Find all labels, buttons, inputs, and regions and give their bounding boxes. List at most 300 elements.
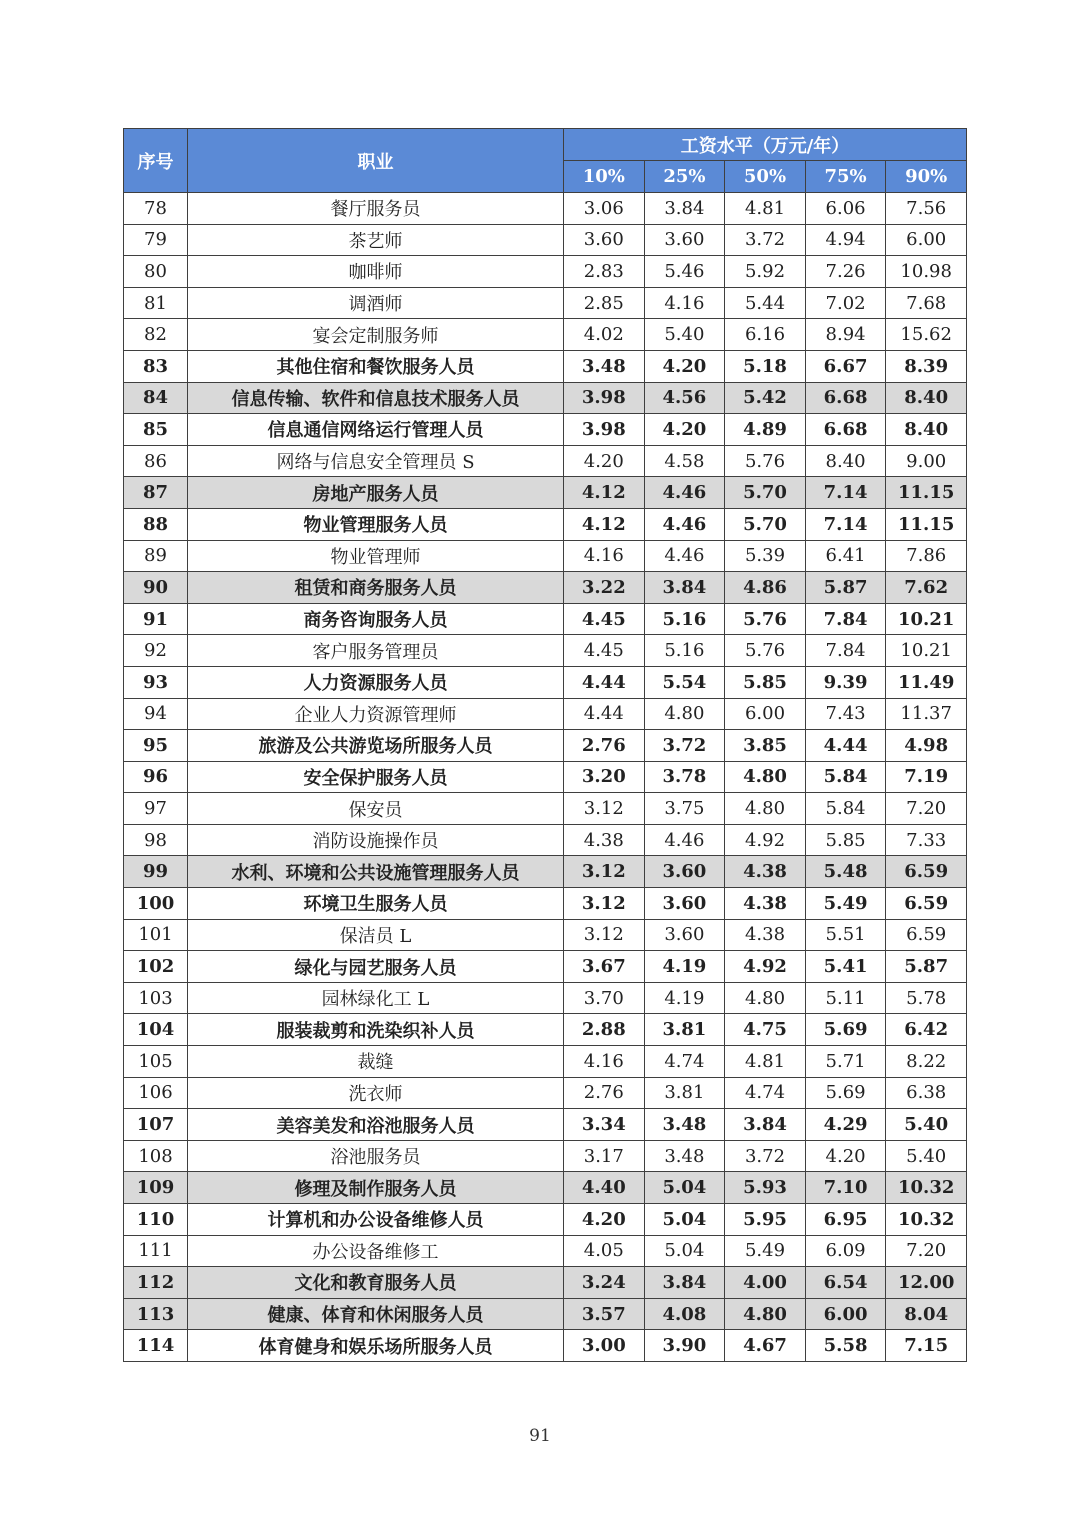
row-wage-p50: 4.81 [725,193,806,225]
row-serial-no: 88 [124,508,188,540]
header-serial-no: 序号 [124,129,188,193]
row-wage-p90: 8.39 [886,350,967,382]
row-wage-p75: 6.54 [805,1267,886,1299]
row-wage-p25: 5.04 [644,1172,725,1204]
row-wage-p50: 4.80 [725,1298,806,1330]
row-wage-p90: 12.00 [886,1267,967,1299]
row-wage-p25: 4.19 [644,982,725,1014]
row-wage-p90: 10.21 [886,603,967,635]
row-wage-p75: 5.87 [805,572,886,604]
table-row [124,761,967,793]
row-serial-no: 83 [124,350,188,382]
row-wage-p10: 4.45 [564,603,645,635]
row-wage-p10: 4.12 [564,477,645,509]
row-wage-p90: 7.15 [886,1330,967,1362]
row-serial-no: 79 [124,224,188,256]
row-wage-p25: 4.19 [644,951,725,983]
table-row [124,414,967,446]
row-serial-no: 103 [124,982,188,1014]
row-wage-p90: 10.21 [886,635,967,667]
table-row [124,287,967,319]
row-serial-no: 87 [124,477,188,509]
row-wage-p25: 3.72 [644,730,725,762]
row-serial-no: 99 [124,856,188,888]
row-serial-no: 78 [124,193,188,225]
row-wage-p10: 2.76 [564,730,645,762]
row-wage-p10: 2.85 [564,287,645,319]
row-wage-p10: 3.12 [564,793,645,825]
row-wage-p90: 6.59 [886,888,967,920]
row-wage-p90: 8.22 [886,1046,967,1078]
row-wage-p90: 8.40 [886,414,967,446]
row-wage-p75: 4.94 [805,224,886,256]
row-wage-p90: 6.59 [886,856,967,888]
row-occupation: 人力资源服务人员 [188,666,564,698]
row-serial-no: 100 [124,888,188,920]
row-wage-p90: 9.00 [886,445,967,477]
row-serial-no: 108 [124,1140,188,1172]
page-number: 91 [529,1426,551,1446]
header-p25: 25% [644,161,725,193]
row-wage-p10: 2.83 [564,256,645,288]
row-wage-p90: 5.40 [886,1109,967,1141]
row-wage-p90: 10.32 [886,1204,967,1236]
row-wage-p25: 4.80 [644,698,725,730]
row-wage-p50: 3.72 [725,1140,806,1172]
row-wage-p75: 6.95 [805,1204,886,1236]
row-wage-p10: 3.22 [564,572,645,604]
row-wage-p50: 4.89 [725,414,806,446]
row-wage-p50: 4.38 [725,919,806,951]
row-serial-no: 85 [124,414,188,446]
row-serial-no: 81 [124,287,188,319]
row-wage-p50: 4.67 [725,1330,806,1362]
row-wage-p25: 3.81 [644,1077,725,1109]
row-wage-p75: 7.84 [805,635,886,667]
row-wage-p25: 4.16 [644,287,725,319]
row-serial-no: 89 [124,540,188,572]
row-serial-no: 114 [124,1330,188,1362]
row-wage-p25: 5.54 [644,666,725,698]
row-wage-p75: 7.14 [805,508,886,540]
row-serial-no: 107 [124,1109,188,1141]
row-serial-no: 101 [124,919,188,951]
row-occupation: 美容美发和浴池服务人员 [188,1109,564,1141]
row-occupation: 裁缝 [188,1046,564,1078]
row-wage-p50: 5.70 [725,508,806,540]
row-wage-p10: 3.00 [564,1330,645,1362]
row-wage-p75: 5.41 [805,951,886,983]
row-wage-p75: 7.26 [805,256,886,288]
row-wage-p90: 7.20 [886,1235,967,1267]
row-wage-p90: 7.20 [886,793,967,825]
row-serial-no: 82 [124,319,188,351]
row-occupation: 调酒师 [188,287,564,319]
row-wage-p75: 5.69 [805,1077,886,1109]
row-wage-p90: 10.98 [886,256,967,288]
row-wage-p25: 5.40 [644,319,725,351]
row-wage-p50: 5.85 [725,666,806,698]
row-wage-p90: 7.68 [886,287,967,319]
row-wage-p25: 3.48 [644,1140,725,1172]
row-wage-p25: 3.84 [644,572,725,604]
row-occupation: 文化和教育服务人员 [188,1267,564,1299]
row-wage-p10: 4.20 [564,1204,645,1236]
table-row [124,319,967,351]
table-row [124,1140,967,1172]
row-wage-p90: 5.40 [886,1140,967,1172]
row-wage-p10: 4.44 [564,666,645,698]
row-wage-p50: 5.76 [725,445,806,477]
row-occupation: 园林绿化工 L [188,982,564,1014]
row-wage-p90: 5.87 [886,951,967,983]
row-occupation: 水利、环境和公共设施管理服务人员 [188,856,564,888]
row-wage-p50: 5.76 [725,635,806,667]
table-body [124,193,967,1362]
row-serial-no: 86 [124,445,188,477]
row-wage-p90: 7.56 [886,193,967,225]
table-row [124,666,967,698]
row-wage-p10: 2.76 [564,1077,645,1109]
row-wage-p25: 4.56 [644,382,725,414]
row-wage-p75: 5.69 [805,1014,886,1046]
table-row [124,350,967,382]
row-occupation: 客户服务管理员 [188,635,564,667]
row-wage-p10: 3.12 [564,888,645,920]
row-wage-p25: 4.58 [644,445,725,477]
row-wage-p10: 4.16 [564,540,645,572]
row-wage-p90: 4.98 [886,730,967,762]
row-wage-p50: 4.38 [725,856,806,888]
row-wage-p90: 7.19 [886,761,967,793]
header-wage-level: 工资水平（万元/年） [564,129,967,161]
row-wage-p90: 6.38 [886,1077,967,1109]
row-wage-p10: 3.57 [564,1298,645,1330]
row-wage-p75: 5.58 [805,1330,886,1362]
row-occupation: 健康、体育和休闲服务人员 [188,1298,564,1330]
table-row [124,856,967,888]
row-occupation: 办公设备维修工 [188,1235,564,1267]
row-wage-p50: 4.80 [725,761,806,793]
row-wage-p25: 3.78 [644,761,725,793]
row-wage-p90: 5.78 [886,982,967,1014]
row-wage-p75: 7.14 [805,477,886,509]
header-occupation: 职业 [188,129,564,193]
row-serial-no: 80 [124,256,188,288]
row-wage-p90: 8.40 [886,382,967,414]
header-p90: 90% [886,161,967,193]
row-wage-p75: 6.06 [805,193,886,225]
row-wage-p75: 9.39 [805,666,886,698]
row-wage-p25: 4.20 [644,350,725,382]
row-serial-no: 97 [124,793,188,825]
row-wage-p25: 4.46 [644,477,725,509]
row-wage-p50: 4.75 [725,1014,806,1046]
row-wage-p50: 4.86 [725,572,806,604]
row-wage-p50: 4.81 [725,1046,806,1078]
row-wage-p90: 7.62 [886,572,967,604]
row-serial-no: 90 [124,572,188,604]
header-p75: 75% [805,161,886,193]
row-wage-p75: 5.85 [805,824,886,856]
row-serial-no: 106 [124,1077,188,1109]
row-wage-p10: 4.20 [564,445,645,477]
row-wage-p25: 3.75 [644,793,725,825]
row-wage-p75: 4.20 [805,1140,886,1172]
table-row [124,256,967,288]
table-row [124,1298,967,1330]
row-wage-p50: 4.92 [725,951,806,983]
row-wage-p25: 5.46 [644,256,725,288]
row-occupation: 商务咨询服务人员 [188,603,564,635]
row-wage-p50: 3.85 [725,730,806,762]
row-wage-p25: 4.46 [644,540,725,572]
row-serial-no: 111 [124,1235,188,1267]
row-wage-p90: 11.15 [886,477,967,509]
row-wage-p10: 3.70 [564,982,645,1014]
row-wage-p90: 6.00 [886,224,967,256]
table-row [124,888,967,920]
row-occupation: 服装裁剪和洗染织补人员 [188,1014,564,1046]
row-occupation: 旅游及公共游览场所服务人员 [188,730,564,762]
row-occupation: 咖啡师 [188,256,564,288]
row-wage-p25: 4.74 [644,1046,725,1078]
table-row [124,572,967,604]
row-wage-p75: 8.94 [805,319,886,351]
row-wage-p50: 5.18 [725,350,806,382]
table-row [124,793,967,825]
row-wage-p10: 4.44 [564,698,645,730]
row-wage-p50: 5.70 [725,477,806,509]
row-wage-p50: 5.76 [725,603,806,635]
row-serial-no: 112 [124,1267,188,1299]
row-serial-no: 98 [124,824,188,856]
row-wage-p25: 3.60 [644,919,725,951]
row-wage-p75: 5.71 [805,1046,886,1078]
row-occupation: 餐厅服务员 [188,193,564,225]
row-wage-p50: 5.42 [725,382,806,414]
row-wage-p50: 5.92 [725,256,806,288]
table-row [124,1235,967,1267]
table-row [124,193,967,225]
table-row [124,1077,967,1109]
row-wage-p10: 4.02 [564,319,645,351]
row-wage-p50: 4.80 [725,793,806,825]
table-row [124,824,967,856]
table-row [124,224,967,256]
row-wage-p75: 6.67 [805,350,886,382]
row-wage-p50: 5.49 [725,1235,806,1267]
header-p50: 50% [725,161,806,193]
row-wage-p25: 5.16 [644,635,725,667]
row-wage-p90: 7.33 [886,824,967,856]
row-serial-no: 84 [124,382,188,414]
row-occupation: 绿化与园艺服务人员 [188,951,564,983]
row-serial-no: 109 [124,1172,188,1204]
row-occupation: 信息传输、软件和信息技术服务人员 [188,382,564,414]
table-row [124,635,967,667]
table-row [124,603,967,635]
row-serial-no: 94 [124,698,188,730]
row-occupation: 体育健身和娱乐场所服务人员 [188,1330,564,1362]
row-wage-p90: 6.42 [886,1014,967,1046]
row-wage-p50: 4.74 [725,1077,806,1109]
row-wage-p75: 6.00 [805,1298,886,1330]
table-row [124,1172,967,1204]
row-wage-p50: 4.00 [725,1267,806,1299]
row-wage-p10: 4.45 [564,635,645,667]
row-wage-p10: 3.98 [564,382,645,414]
row-wage-p10: 3.34 [564,1109,645,1141]
row-occupation: 企业人力资源管理师 [188,698,564,730]
table-row [124,1109,967,1141]
wage-table [123,128,967,1362]
table-row [124,445,967,477]
row-wage-p75: 5.51 [805,919,886,951]
row-wage-p75: 7.84 [805,603,886,635]
row-wage-p25: 4.46 [644,508,725,540]
row-wage-p75: 6.09 [805,1235,886,1267]
row-wage-p50: 4.38 [725,888,806,920]
row-occupation: 物业管理服务人员 [188,508,564,540]
row-serial-no: 110 [124,1204,188,1236]
row-serial-no: 93 [124,666,188,698]
row-serial-no: 104 [124,1014,188,1046]
row-wage-p50: 5.93 [725,1172,806,1204]
row-wage-p10: 3.12 [564,919,645,951]
table-row [124,1014,967,1046]
row-wage-p10: 2.88 [564,1014,645,1046]
row-wage-p25: 5.16 [644,603,725,635]
table-row [124,951,967,983]
row-wage-p90: 11.49 [886,666,967,698]
row-wage-p50: 5.44 [725,287,806,319]
row-occupation: 其他住宿和餐饮服务人员 [188,350,564,382]
row-wage-p25: 3.48 [644,1109,725,1141]
row-occupation: 宴会定制服务师 [188,319,564,351]
row-wage-p75: 7.02 [805,287,886,319]
row-wage-p25: 3.81 [644,1014,725,1046]
row-wage-p75: 6.68 [805,414,886,446]
row-serial-no: 113 [124,1298,188,1330]
row-wage-p25: 3.60 [644,856,725,888]
row-wage-p75: 7.43 [805,698,886,730]
row-wage-p10: 4.38 [564,824,645,856]
table-row [124,1204,967,1236]
table-row [124,730,967,762]
row-wage-p25: 3.60 [644,224,725,256]
row-wage-p10: 4.40 [564,1172,645,1204]
row-wage-p10: 4.05 [564,1235,645,1267]
row-occupation: 物业管理师 [188,540,564,572]
row-wage-p75: 6.41 [805,540,886,572]
table-row [124,1046,967,1078]
row-serial-no: 102 [124,951,188,983]
row-wage-p90: 10.32 [886,1172,967,1204]
row-wage-p25: 5.04 [644,1235,725,1267]
row-wage-p25: 4.46 [644,824,725,856]
row-wage-p75: 4.29 [805,1109,886,1141]
row-wage-p10: 3.67 [564,951,645,983]
row-wage-p50: 4.92 [725,824,806,856]
row-occupation: 信息通信网络运行管理人员 [188,414,564,446]
row-wage-p10: 4.16 [564,1046,645,1078]
row-wage-p10: 3.60 [564,224,645,256]
row-occupation: 网络与信息安全管理员 S [188,445,564,477]
row-wage-p75: 5.84 [805,761,886,793]
row-wage-p10: 3.98 [564,414,645,446]
row-wage-p25: 3.84 [644,193,725,225]
row-wage-p10: 3.12 [564,856,645,888]
row-occupation: 茶艺师 [188,224,564,256]
row-serial-no: 96 [124,761,188,793]
row-wage-p50: 4.80 [725,982,806,1014]
row-wage-p25: 5.04 [644,1204,725,1236]
row-wage-p25: 3.84 [644,1267,725,1299]
row-wage-p25: 4.08 [644,1298,725,1330]
row-occupation: 安全保护服务人员 [188,761,564,793]
row-wage-p75: 5.11 [805,982,886,1014]
row-wage-p90: 8.04 [886,1298,967,1330]
table-row [124,1267,967,1299]
table-row [124,919,967,951]
table-row [124,982,967,1014]
row-wage-p50: 5.39 [725,540,806,572]
table-row [124,698,967,730]
row-occupation: 修理及制作服务人员 [188,1172,564,1204]
row-wage-p75: 7.10 [805,1172,886,1204]
row-wage-p10: 3.48 [564,350,645,382]
row-occupation: 环境卫生服务人员 [188,888,564,920]
table-row [124,508,967,540]
row-occupation: 消防设施操作员 [188,824,564,856]
row-wage-p90: 15.62 [886,319,967,351]
row-serial-no: 105 [124,1046,188,1078]
row-wage-p25: 3.60 [644,888,725,920]
row-occupation: 保安员 [188,793,564,825]
row-wage-p50: 6.00 [725,698,806,730]
row-wage-p75: 6.68 [805,382,886,414]
row-wage-p10: 3.06 [564,193,645,225]
row-wage-p50: 5.95 [725,1204,806,1236]
row-occupation: 租赁和商务服务人员 [188,572,564,604]
row-wage-p75: 4.44 [805,730,886,762]
row-serial-no: 95 [124,730,188,762]
table-row [124,1330,967,1362]
row-occupation: 计算机和办公设备维修人员 [188,1204,564,1236]
row-serial-no: 92 [124,635,188,667]
row-wage-p90: 6.59 [886,919,967,951]
row-wage-p50: 3.72 [725,224,806,256]
row-wage-p25: 4.20 [644,414,725,446]
row-occupation: 洗衣师 [188,1077,564,1109]
table-row [124,477,967,509]
row-wage-p10: 3.20 [564,761,645,793]
table-row [124,540,967,572]
row-occupation: 保洁员 L [188,919,564,951]
row-wage-p75: 5.48 [805,856,886,888]
table-row [124,382,967,414]
row-wage-p75: 8.40 [805,445,886,477]
row-wage-p10: 3.24 [564,1267,645,1299]
row-wage-p75: 5.49 [805,888,886,920]
row-wage-p10: 4.12 [564,508,645,540]
row-occupation: 房地产服务人员 [188,477,564,509]
row-wage-p90: 11.15 [886,508,967,540]
header-p10: 10% [564,161,645,193]
row-wage-p50: 3.84 [725,1109,806,1141]
row-wage-p90: 11.37 [886,698,967,730]
